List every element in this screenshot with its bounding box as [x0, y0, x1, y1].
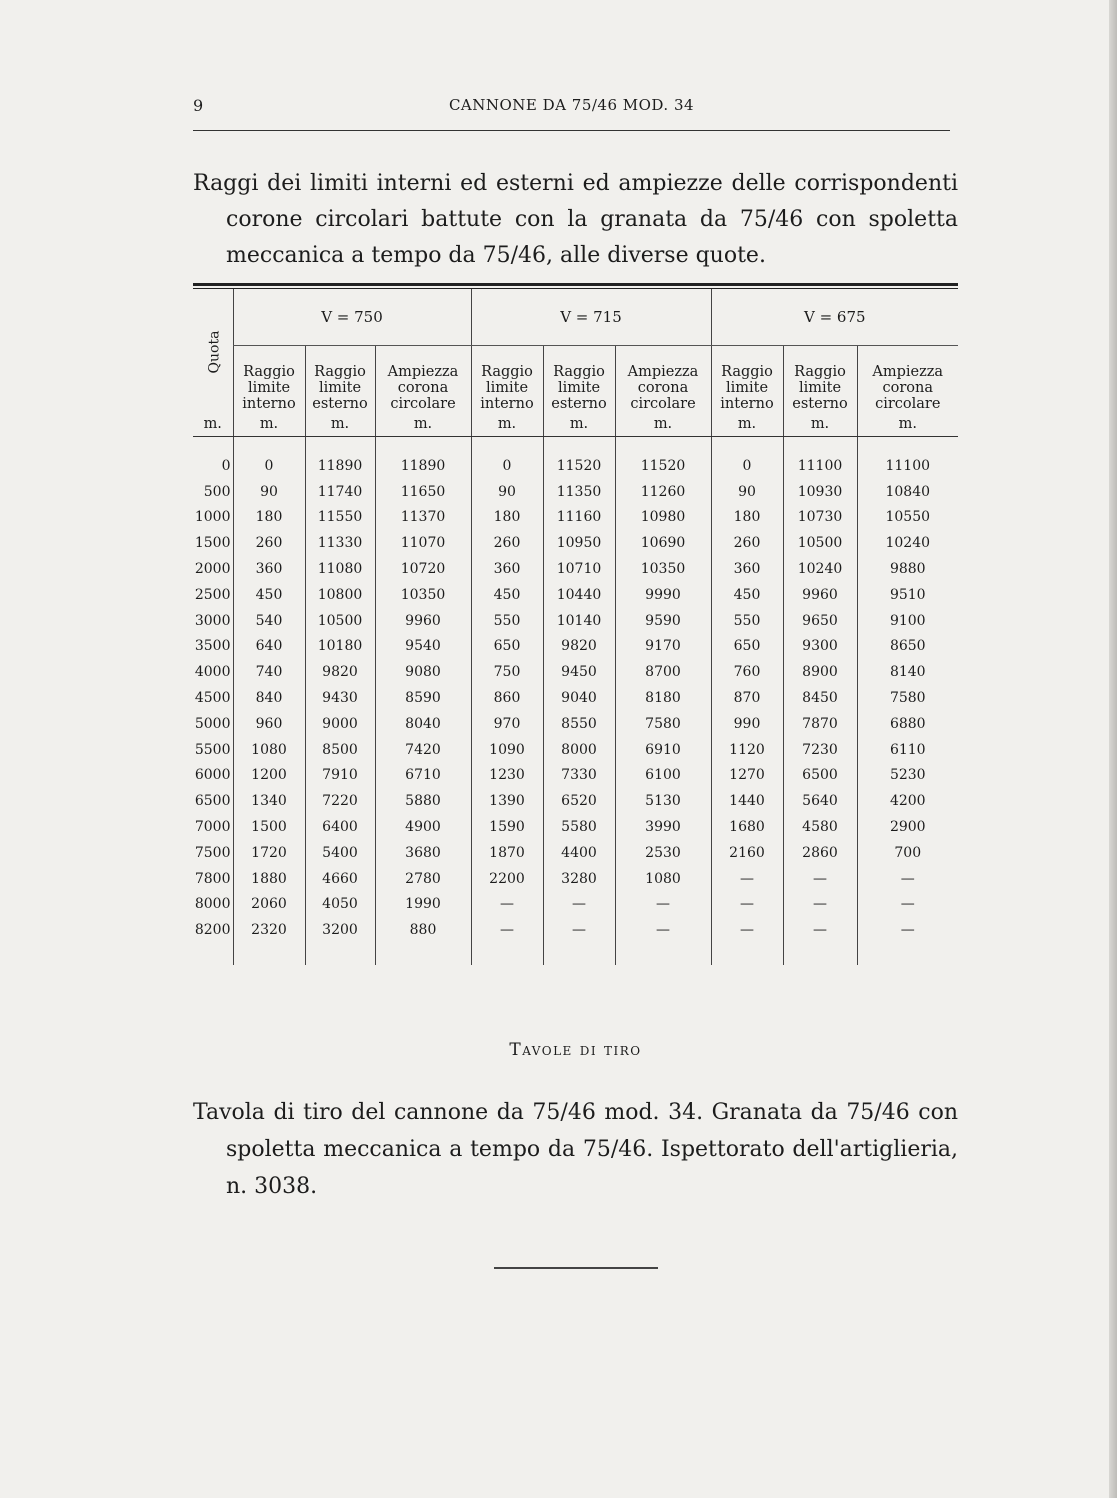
table-cell: 8650: [857, 634, 958, 660]
table-cell: 360: [233, 556, 305, 582]
table-cell: 1390: [471, 788, 543, 814]
table-cell: 9430: [305, 685, 375, 711]
table-cell: 10140: [543, 608, 615, 634]
table-cell: 1870: [471, 840, 543, 866]
table-cell: 1270: [711, 763, 783, 789]
table-row: [193, 788, 958, 814]
table-cell: 5400: [305, 840, 375, 866]
table-row: [193, 479, 958, 505]
table-cell: 10840: [857, 479, 958, 505]
group-header-v675: V = 675: [711, 289, 958, 346]
table-cell: 9170: [615, 634, 711, 660]
range-table: [193, 283, 958, 965]
unit-label: m.: [857, 412, 958, 437]
table-cell: 1120: [711, 737, 783, 763]
table-cell: 11550: [305, 505, 375, 531]
table-cell: 1340: [233, 788, 305, 814]
data-table: [193, 289, 958, 965]
table-cell: 870: [711, 685, 783, 711]
table-cell: 0: [711, 453, 783, 479]
table-row: [193, 840, 958, 866]
table-row: [193, 505, 958, 531]
reference-entry: [193, 1094, 958, 1205]
table-cell: 1080: [615, 866, 711, 892]
table-row: [193, 530, 958, 556]
table-cell: 10800: [305, 582, 375, 608]
col-header: Ampiezza corona circolare: [615, 346, 711, 413]
col-header: Ampiezza corona circolare: [375, 346, 471, 413]
table-cell: 3990: [615, 814, 711, 840]
table-row: [193, 685, 958, 711]
table-cell: 550: [711, 608, 783, 634]
table-cell: 7580: [615, 711, 711, 737]
quota-cell: 8200: [194, 922, 231, 939]
quota-cell: 1500: [194, 535, 231, 552]
table-cell: —: [543, 917, 615, 943]
table-cell: 4050: [305, 892, 375, 918]
table-cell: 860: [471, 685, 543, 711]
table-cell: 11650: [375, 479, 471, 505]
table-cell: 10180: [305, 634, 375, 660]
table-cell: 3680: [375, 840, 471, 866]
table-cell: 5130: [615, 788, 711, 814]
table-cell: 11740: [305, 479, 375, 505]
table-row: [193, 711, 958, 737]
table-cell: 10500: [305, 608, 375, 634]
table-cell: 9820: [543, 634, 615, 660]
quota-cell: 1000: [194, 509, 231, 526]
unit-label: m.: [471, 412, 543, 437]
end-rule: [494, 1267, 658, 1269]
table-cell: 1090: [471, 737, 543, 763]
section-title: Tavole di tiro: [509, 1040, 642, 1060]
table-cell: 0: [233, 453, 305, 479]
unit-label: m.: [193, 412, 233, 437]
table-cell: 90: [233, 479, 305, 505]
table-cell: 9990: [615, 582, 711, 608]
table-cell: 450: [233, 582, 305, 608]
table-cell: 4200: [857, 788, 958, 814]
table-cell: 5580: [543, 814, 615, 840]
table-cell: 2160: [711, 840, 783, 866]
table-cell: 11100: [783, 453, 857, 479]
table-cell: 2530: [615, 840, 711, 866]
col-header: Raggio limite interno: [471, 346, 543, 413]
table-cell: 650: [711, 634, 783, 660]
caption-text: Raggi dei limiti interni ed esterni ed ampiezze delle corrispondenti corone circolari battute con la granata da 75/46 con spoletta meccanica a tempo da 75/46, alle diverse quote.: [193, 171, 958, 268]
table-cell: 2320: [233, 917, 305, 943]
table-cell: 4400: [543, 840, 615, 866]
table-row: [193, 556, 958, 582]
table-cell: 6520: [543, 788, 615, 814]
table-cell: 960: [233, 711, 305, 737]
table-cell: 9040: [543, 685, 615, 711]
page-edge: [1109, 0, 1117, 1498]
quota-cell: 5500: [194, 741, 231, 758]
table-cell: 7230: [783, 737, 857, 763]
table-cell: 180: [233, 505, 305, 531]
table-cell: —: [857, 892, 958, 918]
table-cell: 5230: [857, 763, 958, 789]
table-cell: 10440: [543, 582, 615, 608]
table-cell: 10550: [857, 505, 958, 531]
table-cell: —: [783, 866, 857, 892]
table-cell: 9880: [857, 556, 958, 582]
table-cell: 9450: [543, 659, 615, 685]
table-cell: 11520: [615, 453, 711, 479]
table-cell: 11890: [375, 453, 471, 479]
table-cell: 260: [233, 530, 305, 556]
table-row: [193, 659, 958, 685]
table-row: [193, 737, 958, 763]
table-cell: 9650: [783, 608, 857, 634]
table-cell: 1990: [375, 892, 471, 918]
table-cell: 970: [471, 711, 543, 737]
table-cell: 8140: [857, 659, 958, 685]
quota-cell: 6500: [194, 793, 231, 810]
quota-header: [193, 289, 233, 412]
table-cell: 11330: [305, 530, 375, 556]
table-cell: —: [711, 866, 783, 892]
table-cell: 2200: [471, 866, 543, 892]
table-cell: 1500: [233, 814, 305, 840]
quota-cell: 7000: [194, 819, 231, 836]
running-header: [193, 96, 950, 131]
table-cell: 10950: [543, 530, 615, 556]
table-cell: —: [783, 917, 857, 943]
col-header: Ampiezza corona circolare: [857, 346, 958, 413]
table-cell: 11080: [305, 556, 375, 582]
table-cell: 840: [233, 685, 305, 711]
table-cell: 9960: [375, 608, 471, 634]
table-cell: 1440: [711, 788, 783, 814]
table-cell: 11160: [543, 505, 615, 531]
table-top-rule: [193, 283, 958, 286]
table-cell: 650: [471, 634, 543, 660]
table-cell: 10710: [543, 556, 615, 582]
table-cell: 8590: [375, 685, 471, 711]
col-header: Raggio limite esterno: [543, 346, 615, 413]
table-cell: 8180: [615, 685, 711, 711]
group-header-v750: V = 750: [233, 289, 471, 346]
table-cell: 4660: [305, 866, 375, 892]
quota-cell: 6000: [194, 767, 231, 784]
table-cell: 10350: [615, 556, 711, 582]
table-cell: 3200: [305, 917, 375, 943]
col-header: Raggio limite interno: [711, 346, 783, 413]
quota-cell: 4000: [194, 664, 231, 681]
table-cell: 2060: [233, 892, 305, 918]
table-cell: 7420: [375, 737, 471, 763]
unit-label: m.: [375, 412, 471, 437]
table-cell: 8040: [375, 711, 471, 737]
table-cell: 6710: [375, 763, 471, 789]
quota-cell: 2000: [194, 561, 231, 578]
table-cell: 6400: [305, 814, 375, 840]
table-cell: 9820: [305, 659, 375, 685]
table-cell: 10350: [375, 582, 471, 608]
table-cell: 4900: [375, 814, 471, 840]
table-cell: 11370: [375, 505, 471, 531]
table-cell: —: [857, 866, 958, 892]
table-cell: 11260: [615, 479, 711, 505]
table-cell: 260: [711, 530, 783, 556]
table-cell: 0: [471, 453, 543, 479]
table-row: [193, 453, 958, 479]
table-cell: 7580: [857, 685, 958, 711]
table-cell: 2860: [783, 840, 857, 866]
table-cell: 10930: [783, 479, 857, 505]
table-cell: 3280: [543, 866, 615, 892]
table-cell: 5880: [375, 788, 471, 814]
table-cell: 10500: [783, 530, 857, 556]
table-cell: 5640: [783, 788, 857, 814]
table-cell: 9510: [857, 582, 958, 608]
table-cell: 10980: [615, 505, 711, 531]
unit-label: m.: [615, 412, 711, 437]
col-header: Raggio limite esterno: [305, 346, 375, 413]
table-caption: [193, 166, 958, 274]
quota-cell: 2500: [194, 586, 231, 603]
table-cell: 8450: [783, 685, 857, 711]
col-header: Raggio limite interno: [233, 346, 305, 413]
table-cell: 9590: [615, 608, 711, 634]
table-cell: —: [543, 892, 615, 918]
unit-label: m.: [233, 412, 305, 437]
table-row: [193, 814, 958, 840]
table-cell: 11350: [543, 479, 615, 505]
table-cell: 750: [471, 659, 543, 685]
table-row: [193, 866, 958, 892]
table-cell: 90: [471, 479, 543, 505]
table-cell: 11890: [305, 453, 375, 479]
table-cell: 360: [471, 556, 543, 582]
quota-cell: 0: [221, 457, 231, 474]
table-cell: 1080: [233, 737, 305, 763]
table-cell: 8550: [543, 711, 615, 737]
table-cell: 8500: [305, 737, 375, 763]
table-cell: 6910: [615, 737, 711, 763]
table-cell: —: [471, 892, 543, 918]
table-cell: 540: [233, 608, 305, 634]
table-row: [193, 582, 958, 608]
quota-cell: 8000: [194, 896, 231, 913]
table-cell: 1200: [233, 763, 305, 789]
table-row: [193, 608, 958, 634]
quota-cell: 4500: [194, 690, 231, 707]
table-cell: —: [615, 917, 711, 943]
table-cell: 6500: [783, 763, 857, 789]
table-cell: 1590: [471, 814, 543, 840]
table-cell: 10240: [857, 530, 958, 556]
table-cell: —: [857, 917, 958, 943]
page-number: 9: [193, 96, 204, 115]
table-cell: 7220: [305, 788, 375, 814]
unit-label: m.: [711, 412, 783, 437]
unit-label: m.: [305, 412, 375, 437]
table-cell: 450: [471, 582, 543, 608]
table-cell: —: [783, 892, 857, 918]
table-cell: 1880: [233, 866, 305, 892]
table-row: [193, 634, 958, 660]
table-cell: 7330: [543, 763, 615, 789]
table-cell: 1230: [471, 763, 543, 789]
table-cell: —: [711, 892, 783, 918]
quota-cell: 7500: [194, 844, 231, 861]
table-cell: 6110: [857, 737, 958, 763]
table-cell: 2900: [857, 814, 958, 840]
table-cell: 7910: [305, 763, 375, 789]
reference-text: Tavola di tiro del cannone da 75/46 mod. 34. Granata da 75/46 con spoletta meccanica a tempo da 75/46. Ispettorato dell'artiglieria, n. 3038.: [193, 1100, 958, 1199]
table-cell: 9960: [783, 582, 857, 608]
table-cell: 2780: [375, 866, 471, 892]
quota-cell: 3000: [194, 612, 231, 629]
table-cell: —: [711, 917, 783, 943]
table-cell: 90: [711, 479, 783, 505]
table-cell: 6880: [857, 711, 958, 737]
table-cell: 9000: [305, 711, 375, 737]
table-row: [193, 892, 958, 918]
table-cell: 11070: [375, 530, 471, 556]
table-row: [193, 917, 958, 943]
table-cell: 700: [857, 840, 958, 866]
table-cell: 180: [711, 505, 783, 531]
quota-cell: 7800: [194, 870, 231, 887]
table-cell: 360: [711, 556, 783, 582]
table-cell: 9300: [783, 634, 857, 660]
table-cell: 740: [233, 659, 305, 685]
table-cell: 760: [711, 659, 783, 685]
table-cell: 10720: [375, 556, 471, 582]
table-cell: 8700: [615, 659, 711, 685]
unit-label: m.: [783, 412, 857, 437]
table-cell: 4580: [783, 814, 857, 840]
table-cell: 1680: [711, 814, 783, 840]
unit-label: m.: [543, 412, 615, 437]
table-cell: 9540: [375, 634, 471, 660]
quota-cell: 500: [203, 483, 231, 500]
quota-cell: 3500: [194, 638, 231, 655]
table-cell: 10730: [783, 505, 857, 531]
table-cell: 9080: [375, 659, 471, 685]
table-cell: 7870: [783, 711, 857, 737]
table-cell: —: [471, 917, 543, 943]
table-cell: 10240: [783, 556, 857, 582]
table-cell: 550: [471, 608, 543, 634]
group-header-v715: V = 715: [471, 289, 711, 346]
table-cell: —: [615, 892, 711, 918]
table-cell: 180: [471, 505, 543, 531]
col-header: Raggio limite esterno: [783, 346, 857, 413]
table-cell: 260: [471, 530, 543, 556]
table-cell: 450: [711, 582, 783, 608]
table-body: [193, 453, 958, 943]
table-cell: 6100: [615, 763, 711, 789]
table-cell: 990: [711, 711, 783, 737]
table-cell: 880: [375, 917, 471, 943]
table-cell: 8000: [543, 737, 615, 763]
quota-label: Quota: [206, 330, 223, 373]
table-row: [193, 763, 958, 789]
table-cell: 11520: [543, 453, 615, 479]
table-cell: 1720: [233, 840, 305, 866]
table-cell: 8900: [783, 659, 857, 685]
quota-cell: 5000: [194, 715, 231, 732]
table-cell: 640: [233, 634, 305, 660]
running-title: CANNONE DA 75/46 MOD. 34: [448, 96, 695, 114]
table-cell: 10690: [615, 530, 711, 556]
table-cell: 9100: [857, 608, 958, 634]
table-cell: 11100: [857, 453, 958, 479]
